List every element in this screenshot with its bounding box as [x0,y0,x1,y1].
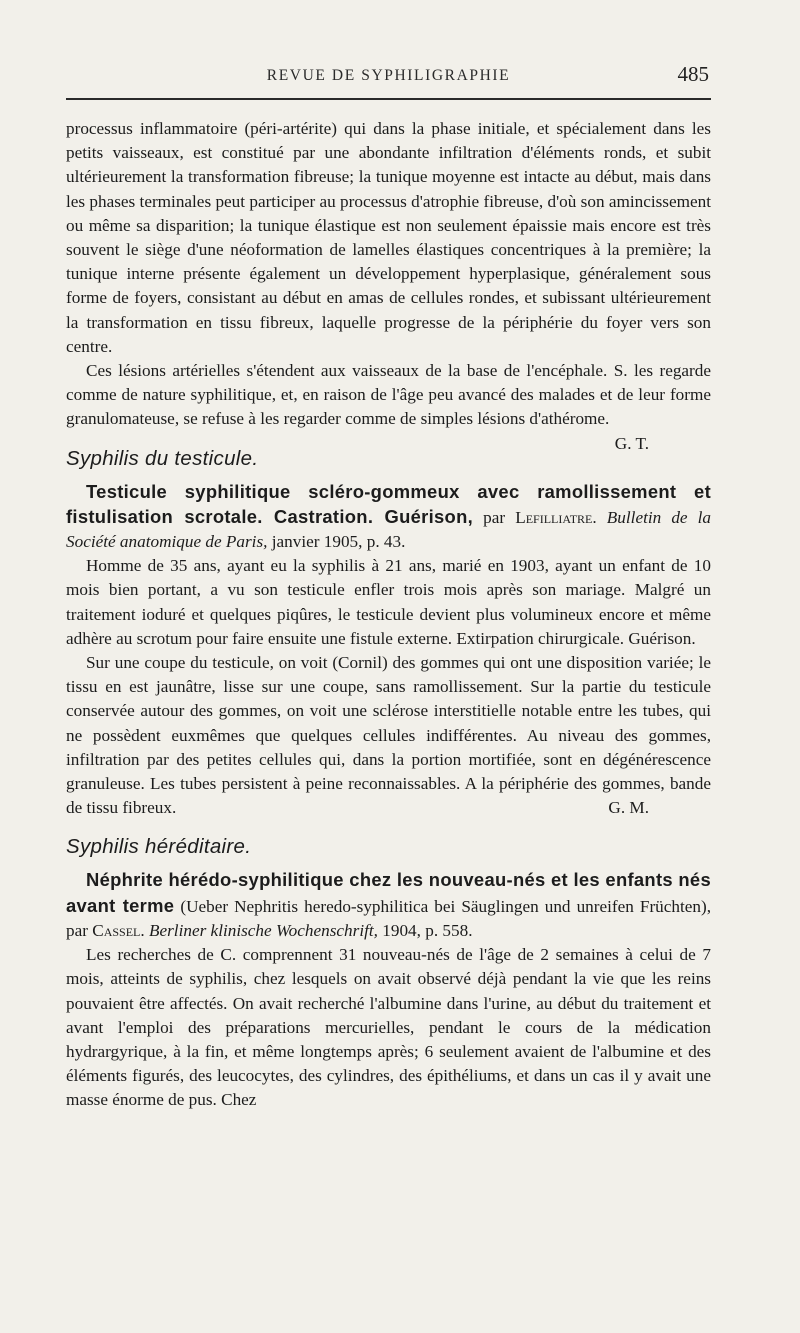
article-title-testicule: Testicule syphilitique scléro-gommeux avec ramollissement et fistulisation scrotale. Castration. Guérison, [66,480,711,527]
running-head [66,62,711,96]
running-title: REVUE DE SYPHILIGRAPHIE [266,67,511,84]
testicule-paragraph-2 [66,651,711,820]
intro-signature: G. T. [614,433,649,453]
article-source-nephrite: Berliner klinische Wochenschrift, [148,920,378,940]
section-heading-hereditaire: Syphilis héréditaire. [66,835,252,859]
testicule-signature: G. M. [608,798,649,818]
article-author-testicule: Lefilliatre. [515,507,597,527]
section-heading-testicule: Syphilis du testicule. [66,446,259,470]
testicule-paragraph-2-text: Sur une coupe du testicule, on voit (Cornil) des gommes qui ont une disposition variée; le tissu en est jaunâtre, lisse sur une coupe, sans ramollissement. Sur la partie du testicule conservée autour des gommes, on voit une sclérose interstitielle notable entre les tubes, qui ne possèdent euxmêmes que quelques cellules indifférentes. Au niveau des gommes, infiltration par des petites cellules qui, dans la portion mortifiée, sont en dégénérescence granuleuse. Les tubes persistent à peine reconnaissables. A la périphérie des gommes, bande de tissu fibreux. [66,653,711,818]
article-citation-nephrite: 1904, p. 558. [382,920,473,940]
article-header-testicule [66,480,711,555]
testicule-paragraph-1: Homme de 35 ans, ayant eu la syphilis à 21 ans, marié en 1903, ayant un enfant de 10 mois bien portant, a vu son testicule enfler trois mois après son mariage. Malgré un traitement ioduré et quelques piqûres, le testicule devient plus volumineux encore et même adhère au scrotum pour faire ensuite une fistule externe. Extirpation chirurgicale. Guérison. [66,556,711,648]
page-number: 485 [677,62,709,86]
article-by: par [483,507,506,527]
intro-paragraph-2 [66,359,711,453]
header-rule [66,98,711,100]
article-citation-testicule: janvier 1905, p. 43. [271,532,406,552]
article-author-nephrite: Cassel. [92,920,145,940]
article-source-testicule: Bulletin de la Société anatomique de Paris, [66,507,712,552]
article-header-nephrite [66,868,711,943]
intro-paragraph-2-text: Ces lésions artérielles s'étendent aux vaisseaux de la base de l'encéphale. S. les regarde comme de nature syphilitique, et, en raison de l'âge peu avancé des malades et de leur forme granulomateuse, se refuse à les regarder comme de simples lésions d'athérome. [66,361,711,429]
page-body [66,117,711,1113]
article-title-nephrite: Néphrite hérédo-syphilitique chez les nouveau-nés et les enfants nés avant terme [66,869,711,916]
intro-paragraph-1: processus inflammatoire (péri-artérite) qui dans la phase initiale, et spécialement dans les petits vaisseaux, est constitué par une abondante infiltration d'éléments ronds, et subit ultérieurement la transformation fibreuse; la tunique moyenne est intacte au début, mais dans les phases terminales peut participer au processus d'atrophie fibreuse, d'où son amincissement ou même sa disparition; la tunique élastique est non seulement épaissie mais encore est très souvent le siège d'une néoformation de lamelles élastiques concentriques à la première; la tunique interne présente également un développement hyperplasique, généralement sous forme de foyers, consistant au début en amas de cellules rondes, et subissant ultérieurement la transformation en tissu fibreux, laquelle progresse de la périphérie du foyer vers son centre. [66,119,711,356]
nephrite-paragraph-1: Les recherches de C. comprennent 31 nouveau-nés de l'âge de 2 semaines à celui de 7 mois, atteints de syphilis, chez lesquels on avait observé déjà pendant la vie que les reins pouvaient être affectés. On avait recherché l'albumine dans l'urine, au début du traitement et avant l'emploi des préparations mercurielles, pendant le cours de la médication hydrargyrique, à la fin, et même longtemps après; 6 seulement avaient de l'albumine et des éléments figurés, des leucocytes, des cylindres, des épithéliums, et dans un cas il y avait une masse énorme de pus. Chez [66,945,711,1110]
article-german-title: (Ueber Nephritis heredo-syphilitica bei Säuglingen und unreifen Früchten), par [66,896,712,940]
